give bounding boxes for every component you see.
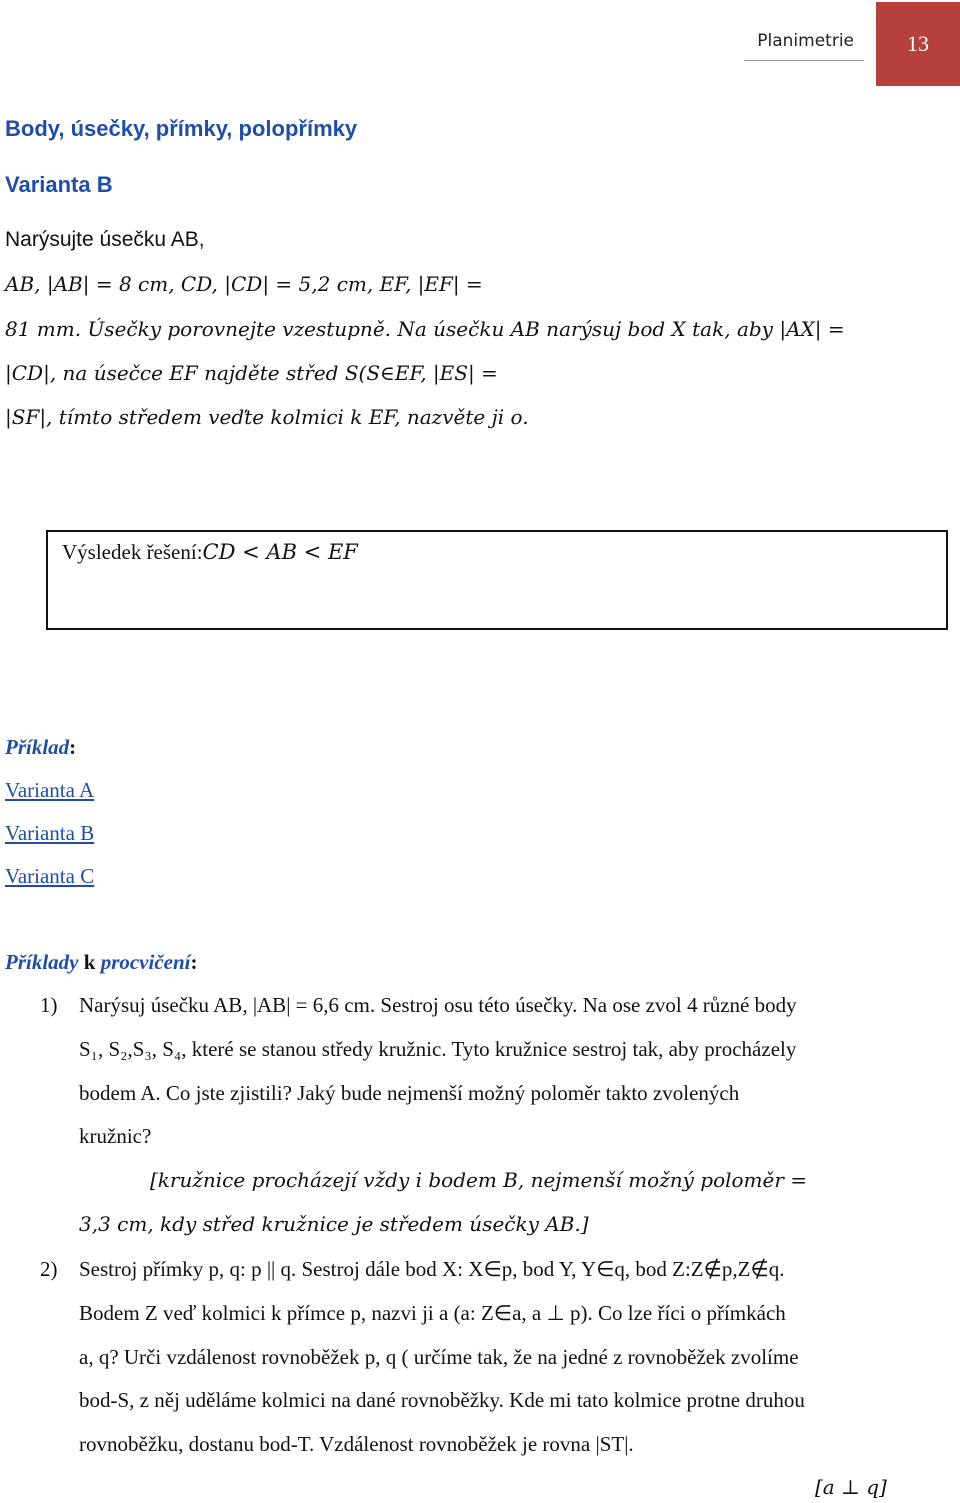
task-line-3: 81 mm. Úsečky porovnejte vzestupně. Na úsečku AB narýsuj bod X tak, aby |AX| = [5,317,845,341]
item-1-answer-1: [kružnice procházejí vždy i bodem B, nejmenší možný poloměr = [150,1168,808,1192]
example-label: Příklad [5,735,70,759]
item-2-line-5: rovnoběžku, dostanu bod-T. Vzdálenost rovnoběžek je rovna |ST|. [79,1432,634,1456]
header-section-title: Planimetrie [744,22,864,61]
item-2-line-1: Sestroj přímky p, q: p || q. Sestroj dále bod X: X∈p, bod Y, Y∈q, bod Z:Z∉p,Z∉q. [79,1257,785,1281]
practice-label-a: Příklady [5,950,79,974]
item-2-number: 2) [40,1257,58,1281]
task-intro: Narýsujte úsečku AB, [5,228,205,251]
practice-label-c: procvičení [100,950,191,974]
link-variant-c[interactable]: Varianta C [5,864,95,888]
practice-label-b: k [83,950,96,974]
item-1-line-1: Narýsuj úsečku AB, |AB| = 6,6 cm. Sestroj osu této úsečky. Na ose zvol 4 různé body [79,993,797,1017]
item-1-line-2: S₁, S₂,S₃, S₄, které se stanou středy kružnic. Tyto kružnice sestroj tak, aby procházely [79,1037,797,1061]
link-variant-a[interactable]: Varianta A [5,778,95,802]
item-2-answer: [a ⊥ q] [815,1475,887,1499]
task-line-2: AB, |AB| = 8 cm, CD, |CD| = 5,2 cm, EF, |EF| = [5,272,483,296]
page-number: 13 [876,2,960,86]
item-2-line-2: Bodem Z veď kolmici k přímce p, nazvi ji a (a: Z∈a, a ⊥ p). Co lze říci o přímkách [79,1301,786,1325]
result-line [62,540,358,565]
variant-heading: Varianta B [5,172,113,197]
item-1-line-4: kružnic? [79,1124,152,1148]
result-label: Výsledek řešení: [62,540,203,564]
result-value: CD < AB < EF [202,540,358,564]
item-1-line-3: bodem A. Co jste zjistili? Jaký bude nejmenší možný poloměr takto zvolených [79,1081,740,1105]
link-variant-b[interactable]: Varianta B [5,821,95,845]
item-2-line-4: bod-S, z něj uděláme kolmici na dané rovnoběžky. Kde mi tato kolmice protne druhou [79,1388,805,1412]
example-heading: Příklad: [5,735,77,759]
task-line-4: |CD|, na úsečce EF najděte střed S(S∈EF, |ES| = [5,361,498,385]
page-title: Body, úsečky, přímky, polopřímky [5,116,358,141]
practice-heading: Příklady k procvičení: [5,950,198,974]
task-line-5: |SF|, tímto středem veďte kolmici k EF, nazvěte ji o. [5,405,529,429]
item-1-number: 1) [40,993,58,1017]
item-2-line-3: a, q? Urči vzdálenost rovnoběžek p, q ( určíme tak, že na jedné z rovnoběžek zvolíme [79,1345,799,1369]
item-1-answer-2: 3,3 cm, kdy střed kružnice je středem úsečky AB.] [79,1212,589,1236]
